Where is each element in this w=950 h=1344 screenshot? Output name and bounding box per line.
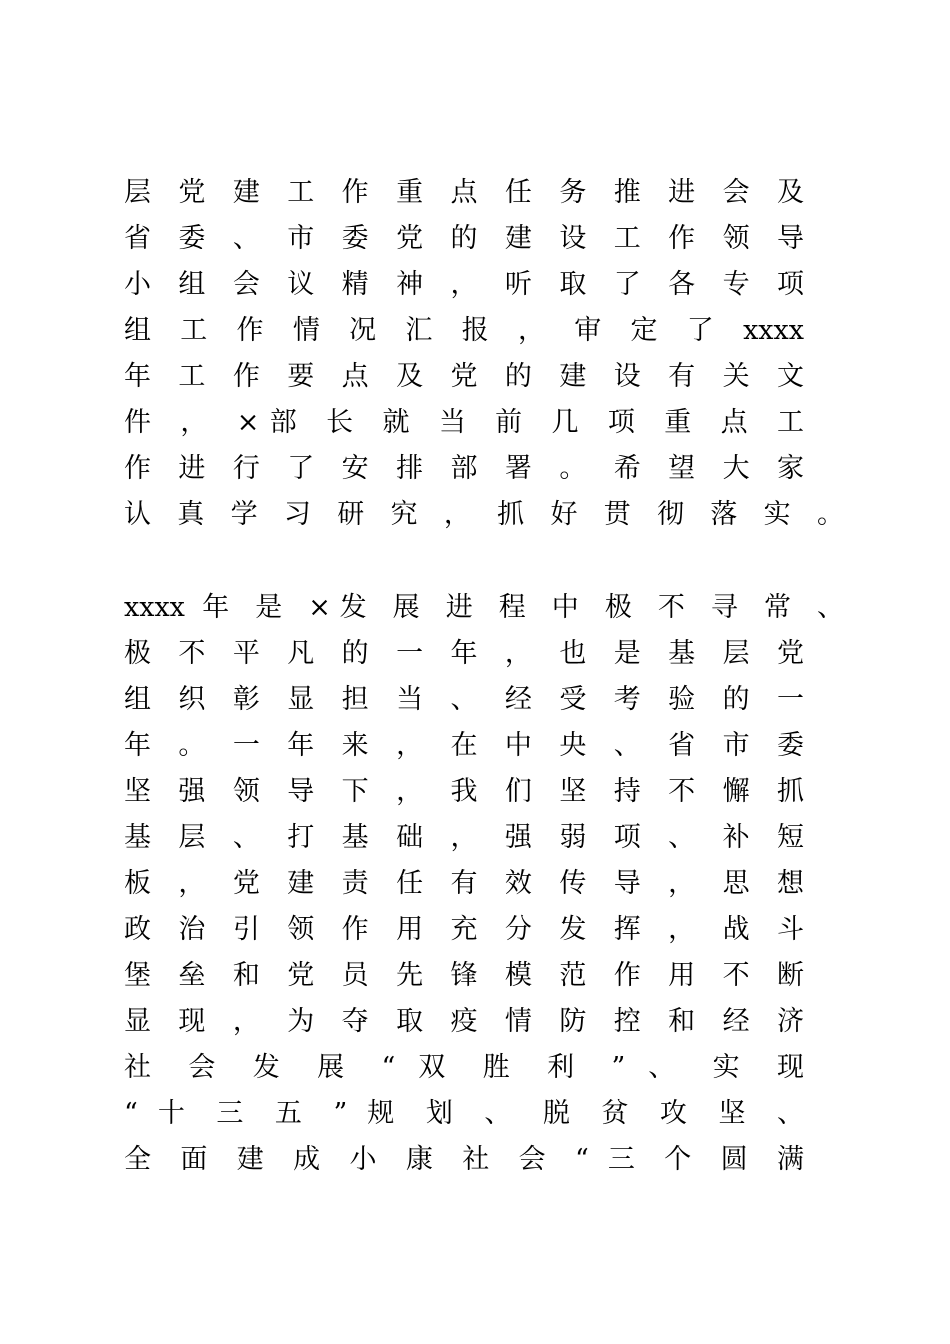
text-line: 板 ， 党 建 责 任 有 效 传 导 ， 思 想	[124, 868, 804, 899]
paragraph-2	[124, 585, 844, 1183]
text-line: 年 。 一 年 来 ， 在 中 央 、 省 市 委	[124, 730, 804, 761]
text-line: 层 党 建 工 作 重 点 任 务 推 进 会 及	[124, 177, 804, 208]
text-line: 基 层 、 打 基 础 ， 强 弱 项 、 补 短	[124, 822, 804, 853]
text-line: 年 工 作 要 点 及 党 的 建 设 有 关 文	[124, 361, 804, 392]
text-line: 社 会 发 展 “ 双 胜 利 ” 、 实 现	[124, 1052, 804, 1083]
text-line: 政 治 引 领 作 用 充 分 发 挥 ， 战 斗	[124, 914, 804, 945]
text-line: 极 不 平 凡 的 一 年 ， 也 是 基 层 党	[124, 638, 804, 669]
text-line: “ 十 三 五 ” 规 划 、 脱 贫 攻 坚 、	[124, 1098, 804, 1129]
text-line: 件 ， ×部 长 就 当 前 几 项 重 点 工	[124, 407, 804, 438]
text-line: 认 真 学 习 研 究 ， 抓 好 贯 彻 落 实 。	[124, 499, 844, 530]
text-line: 堡 垒 和 党 员 先 锋 模 范 作 用 不 断	[124, 960, 804, 991]
text-line: 组 工 作 情 况 汇 报 ， 审 定 了 xxxx	[124, 315, 804, 346]
text-line: 显 现 ， 为 夺 取 疫 情 防 控 和 经 济	[124, 1006, 804, 1037]
text-line: 全 面 建 成 小 康 社 会 “ 三 个 圆 满	[124, 1144, 804, 1175]
paragraph-1	[124, 170, 844, 538]
text-line: 小 组 会 议 精 神 ， 听 取 了 各 专 项	[124, 269, 804, 300]
text-line: xxxx 年 是 ×发 展 进 程 中 极 不 寻 常 、	[124, 592, 844, 623]
text-line: 组 织 彰 显 担 当 、 经 受 考 验 的 一	[124, 684, 804, 715]
text-line: 省 委 、 市 委 党 的 建 设 工 作 领 导	[124, 223, 804, 254]
text-line: 坚 强 领 导 下 ， 我 们 坚 持 不 懈 抓	[124, 776, 804, 807]
text-line: 作 进 行 了 安 排 部 署 。 希 望 大 家	[124, 453, 804, 484]
